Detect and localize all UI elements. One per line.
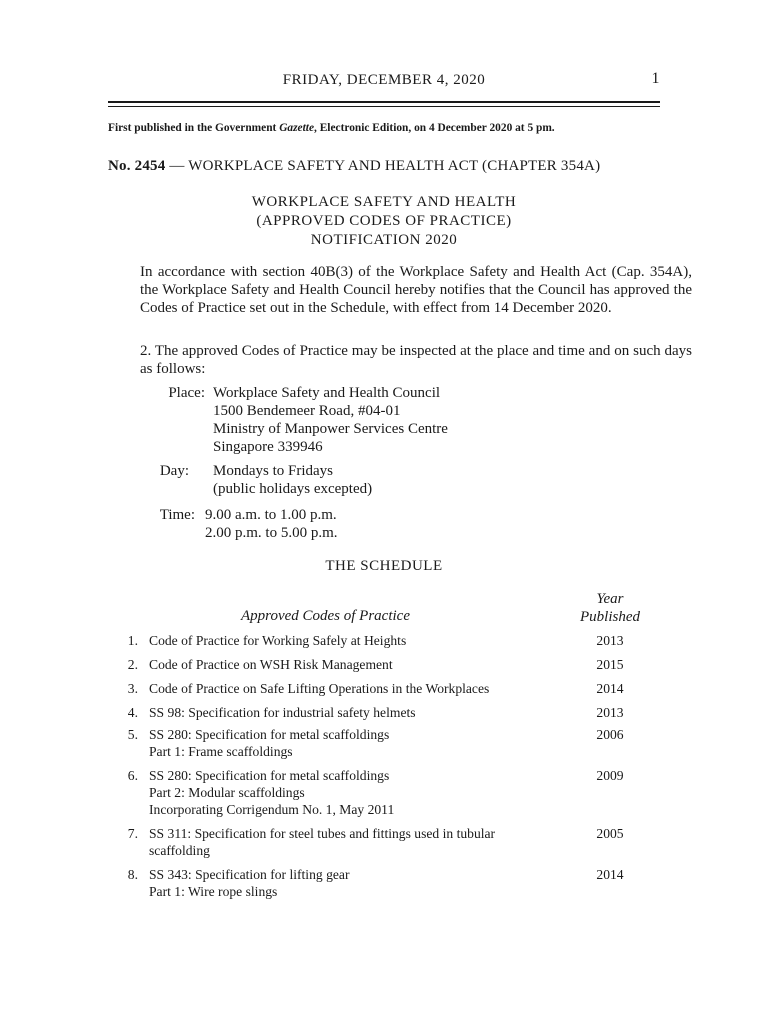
day-line: Mondays to Fridays xyxy=(213,463,333,479)
row-number: 1. xyxy=(127,633,138,648)
row-number: 5. xyxy=(127,727,138,742)
row-number: 4. xyxy=(127,705,138,720)
schedule-title: THE SCHEDULE xyxy=(325,558,443,574)
row-description-line: SS 98: Specification for industrial safety helmets xyxy=(149,705,416,720)
row-number: 7. xyxy=(127,826,138,841)
header-rule-thin xyxy=(108,106,660,107)
row-description xyxy=(149,704,561,721)
time-line: 2.00 p.m. to 5.00 p.m. xyxy=(205,525,338,541)
row-description xyxy=(149,656,561,673)
row-number: 2. xyxy=(127,657,138,672)
row-year: 2005 xyxy=(596,826,624,841)
publication-note-gazette: Gazette xyxy=(279,122,314,134)
place-line: Singapore 339946 xyxy=(213,439,323,455)
time-line: 9.00 a.m. to 1.00 p.m. xyxy=(205,507,337,523)
row-year: 2013 xyxy=(596,705,624,720)
column-header-year-line-2: Published xyxy=(580,609,640,625)
row-description-line: SS 280: Specification for metal scaffoldings xyxy=(149,768,390,783)
row-description-line: Code of Practice on WSH Risk Management xyxy=(149,657,393,672)
row-description xyxy=(149,680,561,697)
row-description xyxy=(149,632,561,649)
row-description xyxy=(149,726,561,760)
row-description xyxy=(149,825,561,859)
day-line: (public holidays excepted) xyxy=(213,481,373,497)
row-number: 8. xyxy=(127,867,138,882)
time-values xyxy=(205,506,338,542)
notice-heading xyxy=(108,158,668,175)
row-description-line: SS 280: Specification for metal scaffoldings xyxy=(149,727,390,742)
time-label: Time: xyxy=(159,507,195,523)
row-description-line: Part 1: Frame scaffoldings xyxy=(149,744,293,759)
notification-title xyxy=(108,193,660,250)
day-values xyxy=(205,462,372,498)
row-description-line: Code of Practice for Working Safely at Heights xyxy=(149,633,407,648)
column-header-year-line-1: Year xyxy=(596,591,624,607)
column-header-year xyxy=(563,590,657,626)
row-year: 2015 xyxy=(596,657,624,672)
row-description-line: Part 2: Modular scaffoldings xyxy=(149,785,305,800)
publication-note-prefix: First published in the Government xyxy=(108,122,280,134)
row-description xyxy=(149,866,561,900)
place-line: Workplace Safety and Health Council xyxy=(213,385,441,401)
row-year: 2014 xyxy=(596,681,624,696)
page-number: 1 xyxy=(651,70,660,87)
place-line: Ministry of Manpower Services Centre xyxy=(213,421,448,437)
column-header-codes: Approved Codes of Practice xyxy=(241,608,410,624)
title-line-2: (APPROVED CODES OF PRACTICE) xyxy=(256,213,512,229)
row-number: 6. xyxy=(127,768,138,783)
row-description-line: Code of Practice on Safe Lifting Operations in the Workplaces xyxy=(149,681,490,696)
page-header xyxy=(108,70,660,92)
paragraph-1: In accordance with section 40B(3) of the Workplace Safety and Health Act (Cap. 354A), the Workplace Safety and Health Council hereby notifies that the Council has approved the Codes of Practice set out in the Schedule, with effect from 14 December 2020. xyxy=(140,264,692,316)
row-description-line: SS 311: Specification for steel tubes and fittings used in tubular xyxy=(149,826,496,841)
place-label: Place: xyxy=(168,385,205,401)
header-date: FRIDAY, DECEMBER 4, 2020 xyxy=(282,72,486,88)
row-description-line: Incorporating Corrigendum No. 1, May 2011 xyxy=(149,802,395,817)
row-year: 2006 xyxy=(596,727,624,742)
row-description-line: Part 1: Wire rope slings xyxy=(149,884,278,899)
row-description-line: scaffolding xyxy=(149,843,210,858)
row-description-line: SS 343: Specification for lifting gear xyxy=(149,867,350,882)
publication-note xyxy=(108,122,660,134)
notice-act: — WORKPLACE SAFETY AND HEALTH ACT (CHAPTER 354A) xyxy=(165,158,601,174)
row-year: 2009 xyxy=(596,768,624,783)
row-description xyxy=(149,767,561,818)
paragraph-2: 2. The approved Codes of Practice may be inspected at the place and time and on such days as follows: xyxy=(140,343,692,377)
row-number: 3. xyxy=(127,681,138,696)
title-line-3: NOTIFICATION 2020 xyxy=(310,232,458,248)
header-rule-thick xyxy=(108,101,660,103)
place-values xyxy=(205,384,448,456)
place-line: 1500 Bendemeer Road, #04-01 xyxy=(213,403,401,419)
row-year: 2013 xyxy=(596,633,624,648)
row-year: 2014 xyxy=(596,867,624,882)
publication-note-suffix: , Electronic Edition, on 4 December 2020 at 5 pm. xyxy=(314,122,555,134)
title-line-1: WORKPLACE SAFETY AND HEALTH xyxy=(251,194,517,210)
notice-number: No. 2454 xyxy=(108,158,166,174)
day-label: Day: xyxy=(159,463,189,479)
